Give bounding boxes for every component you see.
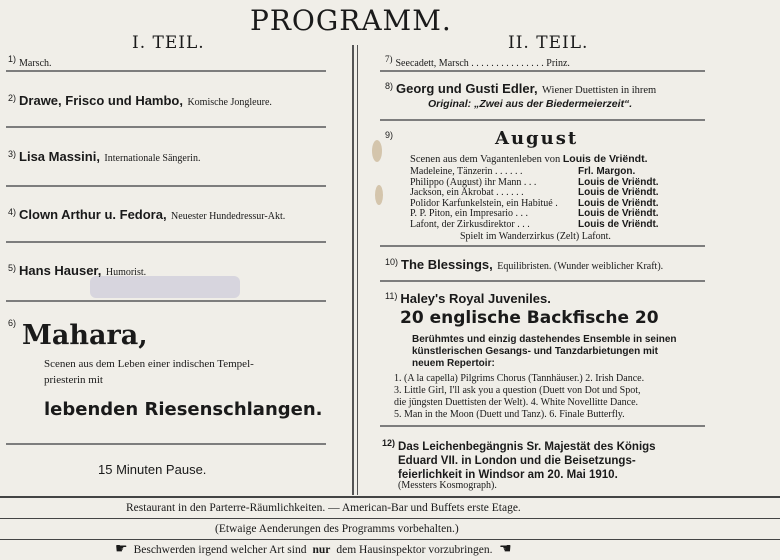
complaints-emphasis: nur: [312, 543, 331, 556]
item-number: 4): [8, 207, 17, 217]
divider: [380, 280, 705, 282]
intro-line: neuem Repertoir:: [412, 358, 495, 369]
item-name: Marsch.: [19, 58, 52, 69]
item-number: 5): [8, 263, 17, 273]
repertoire-line: die jüngsten Duettisten der Welt). 4. White Novellitte Dance.: [394, 397, 639, 408]
divider: [380, 425, 705, 427]
item-number: 8): [385, 81, 394, 91]
cast-row: [410, 188, 659, 199]
intro-line: Berühmtes und einzig dastehendes Ensemble in seinen: [412, 334, 677, 345]
cast-row: [410, 209, 659, 220]
complaints-text: Beschwerden irgend welcher Art sind: [133, 543, 307, 556]
item-name: Drawe, Frisco und Hambo,: [19, 93, 183, 108]
footer-restaurant-note: Restaurant in den Parterre-Räumlichkeiten. — American-Bar und Buffets erste Etage.: [126, 502, 521, 514]
item-description: Internationale Sängerin.: [104, 153, 201, 164]
author-name: Louis de Vriëndt.: [562, 153, 648, 165]
program-item-2: [8, 92, 272, 110]
page-title: PROGRAMM.: [250, 4, 452, 37]
backfische-headline: 20 englische Backfische 20: [400, 308, 659, 328]
item-number: 2): [8, 93, 17, 103]
column-divider: [357, 45, 358, 495]
cast-list: [410, 167, 659, 230]
cast-actor: Louis de Vriëndt.: [578, 208, 659, 219]
cast-actor: Louis de Vriëndt.: [578, 187, 659, 198]
cast-role: Polidor Karfunkelstein, ein Habitué .: [410, 197, 558, 209]
pointing-hand-icon: ☛: [115, 542, 128, 557]
cast-actor: Louis de Vriëndt.: [578, 197, 659, 209]
item-number: 1): [8, 54, 17, 64]
item-number: 11): [385, 291, 398, 301]
subtitle-text: Scenen aus dem Vagantenleben von: [410, 154, 561, 165]
august-subtitle: [410, 153, 648, 165]
item-8-line-2: [428, 98, 632, 110]
item-description: Original: „Zwei aus der Biedermeierzeit“.: [428, 98, 633, 110]
intro-line: künstlerischen Gesangs- und Tanzdarbietungen mit: [412, 346, 658, 357]
cast-role: P. P. Piton, ein Impresario . . .: [410, 208, 529, 219]
item-description: Equilibristen. (Wunder weiblicher Kraft).: [497, 261, 664, 272]
footer-changes-note: (Etwaige Aenderungen des Programms vorbehalten.): [215, 523, 459, 535]
divider: [6, 443, 326, 445]
item-line: Eduard VII. in London und die Beisetzungs-: [398, 455, 636, 467]
program-item-5: [8, 262, 146, 280]
item-number: 9): [385, 130, 394, 140]
mahara-line-3: lebenden Riesenschlangen.: [44, 399, 323, 420]
cast-row: [410, 220, 659, 231]
pointing-hand-icon: ☛: [498, 542, 512, 557]
item-line: Das Leichenbegängnis Sr. Majestät des Königs: [398, 441, 656, 453]
item-name: Clown Arthur u. Fedora,: [19, 207, 167, 222]
item-name: Georg und Gusti Edler,: [396, 81, 538, 96]
item-number: 12): [382, 438, 396, 448]
item-name: Lisa Massini,: [19, 149, 100, 164]
column-divider: [352, 45, 354, 495]
footer-rule: [0, 539, 780, 540]
divider: [6, 241, 326, 243]
program-item-4: [8, 206, 285, 224]
ensemble-intro: [412, 334, 677, 370]
item-name: The Blessings,: [401, 257, 493, 272]
program-item-7: [385, 54, 570, 69]
program-item-12: [382, 436, 656, 482]
footer-rule: [0, 518, 780, 519]
part-one-heading: I. TEIL.: [132, 33, 205, 53]
repertoire-line: 5. Man in the Moon (Duett und Tanz). 6. Finale Butterfly.: [394, 409, 625, 420]
cast-actor: Frl. Margon.: [578, 166, 636, 177]
program-item-11: [385, 290, 551, 308]
item-number: 3): [8, 149, 17, 159]
mahara-line-1: Scenen aus dem Leben einer indischen Tempel-: [44, 358, 254, 370]
cast-role: Lafont, der Zirkusdirektor . . .: [410, 218, 530, 230]
mahara-title: Mahara,: [22, 320, 148, 351]
item-number: 10): [385, 257, 399, 267]
footer-rule: [0, 496, 780, 498]
intermission-note: 15 Minuten Pause.: [98, 462, 207, 477]
cast-actor: Louis de Vriëndt.: [578, 218, 659, 230]
footer-complaints-note: [115, 541, 511, 558]
item-description: Humorist.: [105, 267, 147, 278]
part-two-heading: II. TEIL.: [508, 33, 589, 53]
program-item-8: [385, 80, 656, 98]
repertoire-line: 3. Little Girl, I'll ask you a question (Duett von Dot und Spot,: [394, 385, 641, 396]
repertoire-list: [394, 373, 644, 421]
item-line: feierlichkeit in Windsor am 20. Mai 1910.: [398, 469, 618, 481]
divider: [380, 245, 705, 247]
item-12-credit: (Messters Kosmograph).: [398, 480, 497, 491]
cast-role: Madeleine, Tänzerin . . . . . .: [410, 166, 523, 177]
item-number: 7): [385, 54, 393, 64]
item-name: Hans Hauser,: [19, 263, 102, 278]
cast-row: [410, 167, 659, 178]
cast-role: Jackson, ein Akrobat . . . . . .: [410, 187, 524, 198]
item-description: Neuester Hundedressur-Akt.: [171, 211, 286, 222]
program-item-1: [8, 54, 52, 69]
item-description: Wiener Duettisten in ihrem: [542, 85, 657, 96]
complaints-text: dem Hausinspektor vorzubringen.: [336, 543, 493, 556]
item-number: 6): [8, 318, 17, 328]
cast-role: Philippo (August) ihr Mann . . .: [410, 176, 537, 188]
paper-stain: [372, 140, 382, 162]
august-title: August: [495, 128, 579, 149]
program-item-10: [385, 256, 663, 274]
august-note: Spielt im Wanderzirkus (Zelt) Lafont.: [460, 231, 611, 242]
program-item-3: [8, 148, 200, 166]
item-name: Haley's Royal Juveniles.: [400, 291, 551, 306]
mahara-line-2: priesterin mit: [44, 374, 103, 386]
cast-actor: Louis de Vriëndt.: [578, 176, 659, 188]
paper-stain: [375, 185, 383, 205]
divider: [6, 126, 326, 128]
item-description: Komische Jongleure.: [187, 97, 272, 108]
repertoire-line: 1. (A la capella) Pilgrims Chorus (Tannhäuser.) 2. Irish Dance.: [394, 373, 645, 384]
divider: [6, 300, 326, 302]
divider: [6, 185, 326, 187]
divider: [6, 70, 326, 72]
item-name: Seecadett, Marsch . . . . . . . . . . . . . . . Prinz.: [395, 58, 570, 69]
divider: [380, 119, 705, 121]
divider: [380, 70, 705, 72]
